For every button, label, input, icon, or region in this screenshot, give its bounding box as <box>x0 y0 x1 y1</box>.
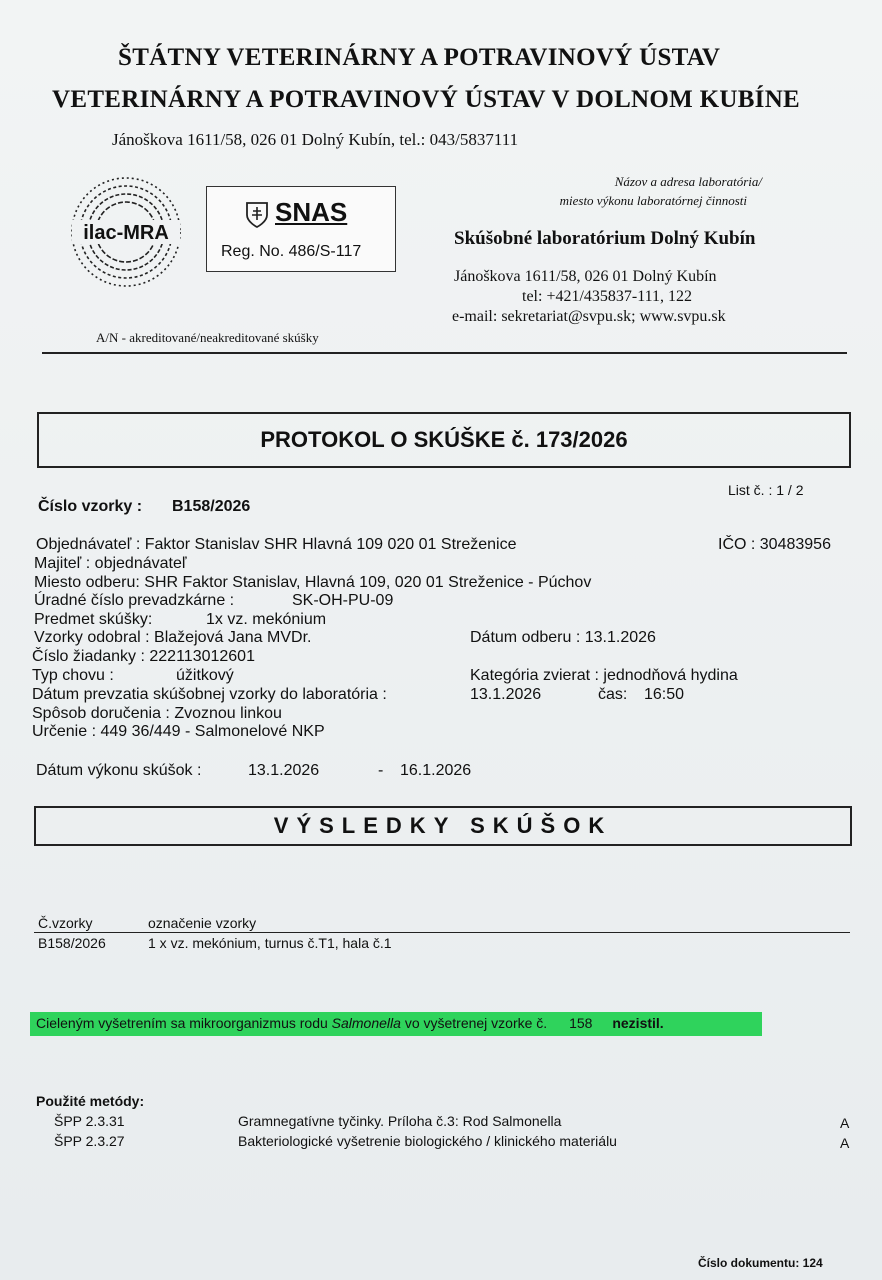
finding-sample-number: 158 <box>569 1015 593 1031</box>
sheet-number: List č. : 1 / 2 <box>728 482 804 498</box>
method-2-name: Bakteriologické vyšetrenie biologického / klinického materiálu <box>238 1133 617 1149</box>
snas-title: SNAS <box>275 197 348 227</box>
animal-category: Kategória zvierat : jednodňová hydina <box>470 667 738 684</box>
method-1-accreditation: A <box>840 1115 850 1131</box>
lab-tel: tel: +421/435837-111, 122 <box>522 288 693 305</box>
lab-caption-1: Názov a adresa laboratória/ <box>614 174 762 189</box>
method-1-name: Gramnegatívne tyčinky. Príloha č.3: Rod Salmonella <box>238 1113 562 1129</box>
received-time: 16:50 <box>644 686 685 703</box>
orderer: Objednávateľ : Faktor Stanislav SHR Hlavná 109 020 01 Streženice <box>36 536 517 553</box>
snas-badge <box>206 186 396 272</box>
accreditation-note: A/N - akreditované/neakreditované skúšky <box>96 330 319 345</box>
document-number: Číslo dokumentu: 124 <box>698 1256 823 1270</box>
request-number: Číslo žiadanky : 222113012601 <box>32 648 255 665</box>
test-date-separator: - <box>378 762 384 779</box>
office-title: VETERINÁRNY A POTRAVINOVÝ ÚSTAV V DOLNOM KUBÍNE <box>52 86 801 113</box>
owner: Majiteľ : objednávateľ <box>34 555 187 572</box>
ilac-mra-logo <box>70 176 182 288</box>
finding-statement <box>36 1015 664 1031</box>
premises-number: SK-OH-PU-09 <box>292 592 394 609</box>
test-date-from: 13.1.2026 <box>248 762 320 779</box>
institute-address: Jánoškova 1611/58, 026 01 Dolný Kubín, tel.: 043/5837111 <box>112 130 519 149</box>
sampled-by: Vzorky odobral : Blažejová Jana MVDr. <box>34 629 312 646</box>
slovak-coat-of-arms-icon <box>245 201 269 229</box>
sample-number: B158/2026 <box>172 498 251 515</box>
col-header-number: Č.vzorky <box>38 915 93 931</box>
row-sample-number: B158/2026 <box>38 935 106 951</box>
lab-email: e-mail: sekretariat@svpu.sk; www.svpu.sk <box>452 308 726 325</box>
finding-result: nezistil. <box>612 1015 664 1031</box>
ico: IČO : 30483956 <box>718 536 831 553</box>
col-header-label: označenie vzorky <box>148 915 257 931</box>
breeding-type: úžitkový <box>176 667 234 684</box>
test-date-to: 16.1.2026 <box>400 762 472 779</box>
sampling-date: Dátum odberu : 13.1.2026 <box>470 629 656 646</box>
protocol-title-box <box>37 412 851 468</box>
received-time-label: čas: <box>598 686 628 703</box>
received-label: Dátum prevzatia skúšobnej vzorky do laboratória : <box>32 686 387 703</box>
sampling-place: Miesto odberu: SHR Faktor Stanislav, Hlavná 109, 020 01 Streženice - Púchov <box>34 574 592 591</box>
subject: 1x vz. mekónium <box>206 611 327 628</box>
finding-middle: vo vyšetrenej vzorke č. <box>404 1015 548 1031</box>
table-header-rule <box>34 932 850 933</box>
lab-caption-2: miesto výkonu laboratórnej činnosti <box>559 193 747 208</box>
breeding-label: Typ chovu : <box>32 667 114 684</box>
lab-name: Skúšobné laboratórium Dolný Kubín <box>454 228 756 249</box>
finding-prefix: Cieleným vyšetrením sa mikroorganizmus rodu <box>36 1015 328 1031</box>
subject-label: Predmet skúšky: <box>34 611 153 628</box>
finding-genus: Salmonella <box>331 1015 401 1031</box>
snas-reg-number: Reg. No. 486/S-117 <box>221 243 362 260</box>
method-1-code: ŠPP 2.3.31 <box>54 1113 125 1129</box>
header-divider <box>42 352 847 354</box>
test-purpose: Určenie : 449 36/449 - Salmonelové NKP <box>32 723 325 740</box>
protocol-title: PROTOKOL O SKÚŠKE č. 173/2026 <box>260 427 628 452</box>
method-2-code: ŠPP 2.3.27 <box>54 1133 125 1149</box>
svg-text:ilac-MRA: ilac-MRA <box>83 222 169 244</box>
results-title-box <box>34 806 852 846</box>
method-2-accreditation: A <box>840 1135 850 1151</box>
institute-title: ŠTÁTNY VETERINÁRNY A POTRAVINOVÝ ÚSTAV <box>118 44 721 71</box>
received-date: 13.1.2026 <box>470 686 542 703</box>
delivery-method: Spôsob doručenia : Zvoznou linkou <box>32 705 282 722</box>
results-title: VÝSLEDKY SKÚŠOK <box>273 813 613 838</box>
lab-address: Jánoškova 1611/58, 026 01 Dolný Kubín <box>454 268 717 285</box>
row-sample-label: 1 x vz. mekónium, turnus č.T1, hala č.1 <box>148 935 392 951</box>
sample-number-label: Číslo vzorky : <box>38 498 143 515</box>
premises-label: Úradné číslo prevadzkárne : <box>34 592 235 609</box>
test-dates-label: Dátum výkonu skúšok : <box>36 762 202 779</box>
methods-title: Použité metódy: <box>36 1093 145 1109</box>
